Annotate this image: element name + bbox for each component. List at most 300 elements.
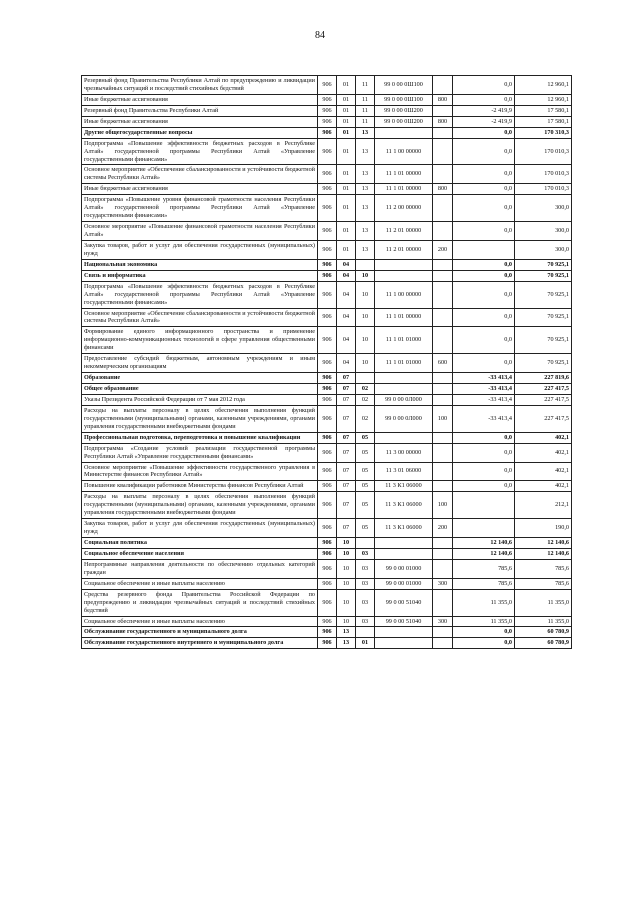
section-code-cell: 01 (337, 94, 356, 105)
change-amount-cell: 785,6 (453, 559, 515, 578)
subsection-code-cell: 11 (356, 76, 375, 95)
department-code-cell: 906 (318, 481, 337, 492)
total-amount-cell: 170 010,3 (515, 165, 572, 184)
table-row (82, 327, 572, 354)
total-amount-cell: 300,0 (515, 222, 572, 241)
change-amount-cell: 0,0 (453, 76, 515, 95)
expense-type-code-cell: 800 (433, 116, 453, 127)
target-article-code-cell: 99 0 00 51040 (375, 616, 433, 627)
expense-type-code-cell (433, 394, 453, 405)
budget-table (81, 75, 572, 649)
table-row (82, 519, 572, 538)
change-amount-cell: 12 140,6 (453, 548, 515, 559)
target-article-code-cell: 11 1 01 01000 (375, 327, 433, 354)
subsection-code-cell (356, 259, 375, 270)
target-article-code-cell: 11 3 К1 06000 (375, 519, 433, 538)
table-row (82, 281, 572, 308)
change-amount-cell: -33 413,4 (453, 384, 515, 395)
section-code-cell: 07 (337, 492, 356, 519)
table-row (82, 384, 572, 395)
total-amount-cell: 17 580,1 (515, 105, 572, 116)
section-code-cell: 13 (337, 627, 356, 638)
table-row (82, 405, 572, 432)
subsection-code-cell: 10 (356, 327, 375, 354)
target-article-code-cell: 11 2 01 00000 (375, 240, 433, 259)
total-amount-cell: 170 010,3 (515, 138, 572, 165)
change-amount-cell: -33 413,4 (453, 394, 515, 405)
department-code-cell: 906 (318, 94, 337, 105)
expense-type-code-cell: 200 (433, 519, 453, 538)
department-code-cell: 906 (318, 127, 337, 138)
expense-type-code-cell (433, 462, 453, 481)
total-amount-cell: 12 960,1 (515, 94, 572, 105)
subsection-code-cell: 11 (356, 105, 375, 116)
section-code-cell: 01 (337, 127, 356, 138)
subsection-code-cell: 02 (356, 384, 375, 395)
target-article-code-cell (375, 548, 433, 559)
department-code-cell: 906 (318, 373, 337, 384)
section-code-cell: 04 (337, 308, 356, 327)
target-article-code-cell: 99 0 00 0Ш100 (375, 76, 433, 95)
expense-type-code-cell (433, 76, 453, 95)
department-code-cell: 906 (318, 195, 337, 222)
department-code-cell: 906 (318, 443, 337, 462)
change-amount-cell: 0,0 (453, 195, 515, 222)
target-article-code-cell: 11 1 01 00000 (375, 184, 433, 195)
department-code-cell: 906 (318, 105, 337, 116)
item-name-cell: Резервный фонд Правительства Республики Алтай по предупреждению и ликвидации чрезвычайных ситуаций и последствий стихийных бедствий (82, 76, 318, 95)
target-article-code-cell (375, 638, 433, 649)
target-article-code-cell (375, 432, 433, 443)
department-code-cell: 906 (318, 165, 337, 184)
subsection-code-cell: 13 (356, 184, 375, 195)
expense-type-code-cell (433, 548, 453, 559)
total-amount-cell: 227 417,5 (515, 394, 572, 405)
total-amount-cell: 70 925,1 (515, 308, 572, 327)
department-code-cell: 906 (318, 270, 337, 281)
department-code-cell: 906 (318, 281, 337, 308)
item-name-cell: Закупка товаров, работ и услуг для обеспечения государственных (муниципальных) нужд (82, 240, 318, 259)
target-article-code-cell: 99 0 00 0Л000 (375, 394, 433, 405)
target-article-code-cell: 11 3 К1 06000 (375, 492, 433, 519)
department-code-cell: 906 (318, 138, 337, 165)
total-amount-cell: 11 355,0 (515, 589, 572, 616)
item-name-cell: Обслуживание государственного и муниципального долга (82, 627, 318, 638)
target-article-code-cell: 99 0 00 0Ш100 (375, 94, 433, 105)
table-row (82, 638, 572, 649)
subsection-code-cell (356, 373, 375, 384)
total-amount-cell: 60 780,9 (515, 638, 572, 649)
department-code-cell: 906 (318, 184, 337, 195)
section-code-cell: 01 (337, 138, 356, 165)
expense-type-code-cell (433, 195, 453, 222)
table-row (82, 127, 572, 138)
expense-type-code-cell: 600 (433, 354, 453, 373)
total-amount-cell: 402,1 (515, 432, 572, 443)
change-amount-cell: 0,0 (453, 222, 515, 241)
department-code-cell: 906 (318, 354, 337, 373)
total-amount-cell: 227 819,6 (515, 373, 572, 384)
subsection-code-cell: 13 (356, 127, 375, 138)
item-name-cell: Средства резервного фонда Правительства Российской Федерации по предупреждению и ликвидации чрезвычайных ситуаций и последствий стихийных бедствий (82, 589, 318, 616)
item-name-cell: Образование (82, 373, 318, 384)
subsection-code-cell: 01 (356, 638, 375, 649)
subsection-code-cell: 13 (356, 240, 375, 259)
item-name-cell: Основное мероприятие «Повышение эффективности государственного управления в Министерстве финансов Республики Алтай» (82, 462, 318, 481)
subsection-code-cell: 13 (356, 195, 375, 222)
subsection-code-cell (356, 538, 375, 549)
section-code-cell: 07 (337, 481, 356, 492)
section-code-cell: 07 (337, 519, 356, 538)
department-code-cell: 906 (318, 548, 337, 559)
change-amount-cell: 0,0 (453, 308, 515, 327)
section-code-cell: 10 (337, 538, 356, 549)
subsection-code-cell: 03 (356, 559, 375, 578)
table-row (82, 116, 572, 127)
department-code-cell: 906 (318, 327, 337, 354)
department-code-cell: 906 (318, 259, 337, 270)
section-code-cell: 07 (337, 462, 356, 481)
department-code-cell: 906 (318, 538, 337, 549)
target-article-code-cell: 99 0 00 0Ш200 (375, 116, 433, 127)
subsection-code-cell: 05 (356, 443, 375, 462)
expense-type-code-cell: 200 (433, 240, 453, 259)
table-row (82, 627, 572, 638)
table-row (82, 308, 572, 327)
subsection-code-cell: 10 (356, 270, 375, 281)
subsection-code-cell: 03 (356, 616, 375, 627)
subsection-code-cell: 05 (356, 519, 375, 538)
table-row (82, 259, 572, 270)
expense-type-code-cell (433, 638, 453, 649)
total-amount-cell: 402,1 (515, 481, 572, 492)
expense-type-code-cell: 800 (433, 184, 453, 195)
department-code-cell: 906 (318, 405, 337, 432)
total-amount-cell: 227 417,5 (515, 405, 572, 432)
target-article-code-cell (375, 373, 433, 384)
table-row (82, 538, 572, 549)
section-code-cell: 07 (337, 405, 356, 432)
subsection-code-cell: 05 (356, 432, 375, 443)
total-amount-cell: 12 140,6 (515, 548, 572, 559)
section-code-cell: 07 (337, 432, 356, 443)
section-code-cell: 04 (337, 327, 356, 354)
subsection-code-cell: 11 (356, 116, 375, 127)
table-row (82, 240, 572, 259)
subsection-code-cell: 03 (356, 589, 375, 616)
department-code-cell: 906 (318, 589, 337, 616)
change-amount-cell: 0,0 (453, 327, 515, 354)
change-amount-cell: -2 419,9 (453, 105, 515, 116)
expense-type-code-cell: 800 (433, 94, 453, 105)
target-article-code-cell: 99 0 00 0Л000 (375, 405, 433, 432)
expense-type-code-cell (433, 443, 453, 462)
table-row (82, 443, 572, 462)
section-code-cell: 04 (337, 354, 356, 373)
department-code-cell: 906 (318, 462, 337, 481)
change-amount-cell: 0,0 (453, 94, 515, 105)
item-name-cell: Расходы на выплаты персоналу в целях обеспечения выполнения функций государственными (муниципальными) органами, казенными учреждениями, органами управления государственными внебюджетными фондами (82, 492, 318, 519)
change-amount-cell: 0,0 (453, 627, 515, 638)
total-amount-cell: 170 010,3 (515, 184, 572, 195)
expense-type-code-cell: 100 (433, 405, 453, 432)
change-amount-cell: -33 413,4 (453, 405, 515, 432)
section-code-cell: 13 (337, 638, 356, 649)
section-code-cell: 10 (337, 589, 356, 616)
total-amount-cell: 212,1 (515, 492, 572, 519)
change-amount-cell: 0,0 (453, 138, 515, 165)
table-row (82, 184, 572, 195)
table-row (82, 616, 572, 627)
total-amount-cell: 70 925,1 (515, 270, 572, 281)
expense-type-code-cell (433, 127, 453, 138)
subsection-code-cell: 13 (356, 138, 375, 165)
table-row (82, 578, 572, 589)
table-body (82, 76, 572, 649)
subsection-code-cell: 10 (356, 354, 375, 373)
target-article-code-cell: 11 1 01 00000 (375, 308, 433, 327)
item-name-cell: Непрограммные направления деятельности по обеспечению отдельных категорий граждан (82, 559, 318, 578)
table-row (82, 270, 572, 281)
section-code-cell: 01 (337, 76, 356, 95)
item-name-cell: Социальное обеспечение населения (82, 548, 318, 559)
table-row (82, 195, 572, 222)
table-row (82, 548, 572, 559)
subsection-code-cell: 05 (356, 492, 375, 519)
target-article-code-cell: 11 3 00 00000 (375, 443, 433, 462)
total-amount-cell: 227 417,5 (515, 384, 572, 395)
table-row (82, 354, 572, 373)
change-amount-cell: 0,0 (453, 270, 515, 281)
department-code-cell: 906 (318, 627, 337, 638)
total-amount-cell: 170 310,3 (515, 127, 572, 138)
section-code-cell: 01 (337, 184, 356, 195)
change-amount-cell: 785,6 (453, 578, 515, 589)
section-code-cell: 04 (337, 281, 356, 308)
total-amount-cell: 70 925,1 (515, 259, 572, 270)
item-name-cell: Основное мероприятие «Повышение финансовой грамотности населения Республики Алтай» (82, 222, 318, 241)
subsection-code-cell: 02 (356, 394, 375, 405)
target-article-code-cell: 99 0 00 51040 (375, 589, 433, 616)
change-amount-cell: 0,0 (453, 462, 515, 481)
item-name-cell: Указы Президента Российской Федерации от 7 мая 2012 года (82, 394, 318, 405)
subsection-code-cell (356, 627, 375, 638)
table-row (82, 165, 572, 184)
change-amount-cell: 0,0 (453, 443, 515, 462)
table-row (82, 481, 572, 492)
item-name-cell: Подпрограмма «Создание условий реализации государственной программы Республики Алтай «Управление государственными финансами» (82, 443, 318, 462)
item-name-cell: Связь и информатика (82, 270, 318, 281)
change-amount-cell: 0,0 (453, 127, 515, 138)
item-name-cell: Иные бюджетные ассигнования (82, 184, 318, 195)
total-amount-cell: 11 355,0 (515, 616, 572, 627)
table-row (82, 76, 572, 95)
section-code-cell: 10 (337, 559, 356, 578)
department-code-cell: 906 (318, 578, 337, 589)
item-name-cell: Иные бюджетные ассигнования (82, 94, 318, 105)
total-amount-cell: 402,1 (515, 462, 572, 481)
expense-type-code-cell (433, 105, 453, 116)
section-code-cell: 01 (337, 116, 356, 127)
expense-type-code-cell (433, 384, 453, 395)
total-amount-cell: 190,0 (515, 519, 572, 538)
section-code-cell: 04 (337, 270, 356, 281)
change-amount-cell (453, 240, 515, 259)
change-amount-cell: 12 140,6 (453, 538, 515, 549)
target-article-code-cell: 99 0 00 01000 (375, 578, 433, 589)
section-code-cell: 01 (337, 222, 356, 241)
item-name-cell: Основное мероприятие «Обеспечение сбалансированности и устойчивости бюджетной системы Республики Алтай» (82, 165, 318, 184)
item-name-cell: Иные бюджетные ассигнования (82, 116, 318, 127)
table-row (82, 105, 572, 116)
change-amount-cell (453, 519, 515, 538)
item-name-cell: Профессиональная подготовка, переподготовка и повышение квалификации (82, 432, 318, 443)
total-amount-cell: 12 140,6 (515, 538, 572, 549)
table-row (82, 492, 572, 519)
change-amount-cell: 11 355,0 (453, 589, 515, 616)
section-code-cell: 01 (337, 240, 356, 259)
change-amount-cell: 11 355,0 (453, 616, 515, 627)
total-amount-cell: 402,1 (515, 443, 572, 462)
subsection-code-cell: 10 (356, 308, 375, 327)
change-amount-cell: 0,0 (453, 281, 515, 308)
section-code-cell: 01 (337, 195, 356, 222)
department-code-cell: 906 (318, 559, 337, 578)
department-code-cell: 906 (318, 222, 337, 241)
table-row (82, 373, 572, 384)
department-code-cell: 906 (318, 616, 337, 627)
item-name-cell: Социальное обеспечение и иные выплаты населению (82, 578, 318, 589)
item-name-cell: Предоставление субсидий бюджетным, автономным учреждениям и иным некоммерческим организациям (82, 354, 318, 373)
total-amount-cell: 785,6 (515, 578, 572, 589)
total-amount-cell: 300,0 (515, 240, 572, 259)
table-row (82, 559, 572, 578)
section-code-cell: 01 (337, 165, 356, 184)
department-code-cell: 906 (318, 308, 337, 327)
change-amount-cell: -33 413,4 (453, 373, 515, 384)
target-article-code-cell: 11 1 01 00000 (375, 165, 433, 184)
expense-type-code-cell (433, 538, 453, 549)
table-row (82, 432, 572, 443)
item-name-cell: Социальная политика (82, 538, 318, 549)
target-article-code-cell: 11 3 01 06000 (375, 462, 433, 481)
target-article-code-cell (375, 127, 433, 138)
subsection-code-cell: 03 (356, 548, 375, 559)
table-row (82, 462, 572, 481)
target-article-code-cell: 99 0 00 01000 (375, 559, 433, 578)
change-amount-cell: 0,0 (453, 165, 515, 184)
expense-type-code-cell (433, 481, 453, 492)
section-code-cell: 07 (337, 443, 356, 462)
table-row (82, 589, 572, 616)
department-code-cell: 906 (318, 116, 337, 127)
change-amount-cell: 0,0 (453, 432, 515, 443)
department-code-cell: 906 (318, 432, 337, 443)
table-row (82, 94, 572, 105)
change-amount-cell: 0,0 (453, 354, 515, 373)
item-name-cell: Национальная экономика (82, 259, 318, 270)
total-amount-cell: 17 580,1 (515, 116, 572, 127)
page-number: 84 (315, 30, 325, 41)
expense-type-code-cell (433, 222, 453, 241)
section-code-cell: 04 (337, 259, 356, 270)
section-code-cell: 01 (337, 105, 356, 116)
item-name-cell: Другие общегосударственные вопросы (82, 127, 318, 138)
target-article-code-cell (375, 538, 433, 549)
expense-type-code-cell (433, 270, 453, 281)
table-row (82, 394, 572, 405)
item-name-cell: Основное мероприятие «Обеспечение сбалансированности и устойчивости бюджетной системы Республики Алтай» (82, 308, 318, 327)
department-code-cell: 906 (318, 492, 337, 519)
change-amount-cell: 0,0 (453, 481, 515, 492)
subsection-code-cell: 10 (356, 281, 375, 308)
target-article-code-cell (375, 384, 433, 395)
target-article-code-cell: 11 3 К1 06000 (375, 481, 433, 492)
section-code-cell: 07 (337, 384, 356, 395)
department-code-cell: 906 (318, 76, 337, 95)
subsection-code-cell: 13 (356, 222, 375, 241)
department-code-cell: 906 (318, 384, 337, 395)
change-amount-cell: -2 419,9 (453, 116, 515, 127)
expense-type-code-cell (433, 138, 453, 165)
section-code-cell: 07 (337, 394, 356, 405)
subsection-code-cell: 11 (356, 94, 375, 105)
expense-type-code-cell: 100 (433, 492, 453, 519)
change-amount-cell: 0,0 (453, 184, 515, 195)
target-article-code-cell (375, 270, 433, 281)
target-article-code-cell: 11 2 00 00000 (375, 195, 433, 222)
department-code-cell: 906 (318, 240, 337, 259)
expense-type-code-cell (433, 373, 453, 384)
target-article-code-cell: 11 2 01 00000 (375, 222, 433, 241)
department-code-cell: 906 (318, 638, 337, 649)
item-name-cell: Резервный фонд Правительства Республики Алтай (82, 105, 318, 116)
item-name-cell: Подпрограмма «Повышение уровня финансовой грамотности населения Республики Алтай» государственной программы Республики Алтай «Управление государственными финансами» (82, 195, 318, 222)
subsection-code-cell: 05 (356, 462, 375, 481)
item-name-cell: Обслуживание государственного внутреннего и муниципального долга (82, 638, 318, 649)
total-amount-cell: 70 925,1 (515, 354, 572, 373)
target-article-code-cell: 11 1 00 00000 (375, 138, 433, 165)
target-article-code-cell: 99 0 00 0Ш200 (375, 105, 433, 116)
item-name-cell: Подпрограмма «Повышение эффективности бюджетных расходов в Республике Алтай» государственной программы Республики Алтай «Управление государственными финансами» (82, 281, 318, 308)
total-amount-cell: 70 925,1 (515, 327, 572, 354)
expense-type-code-cell (433, 281, 453, 308)
expense-type-code-cell (433, 559, 453, 578)
item-name-cell: Закупка товаров, работ и услуг для обеспечения государственных (муниципальных) нужд (82, 519, 318, 538)
item-name-cell: Расходы на выплаты персоналу в целях обеспечения выполнения функций государственными (муниципальными) органами, казенными учреждениями, органами управления государственными внебюджетными фондами (82, 405, 318, 432)
section-code-cell: 10 (337, 548, 356, 559)
expense-type-code-cell (433, 589, 453, 616)
total-amount-cell: 60 780,9 (515, 627, 572, 638)
expense-type-code-cell: 300 (433, 616, 453, 627)
item-name-cell: Общее образование (82, 384, 318, 395)
expense-type-code-cell (433, 259, 453, 270)
change-amount-cell: 0,0 (453, 259, 515, 270)
section-code-cell: 10 (337, 616, 356, 627)
total-amount-cell: 12 960,1 (515, 76, 572, 95)
section-code-cell: 07 (337, 373, 356, 384)
subsection-code-cell: 02 (356, 405, 375, 432)
target-article-code-cell (375, 259, 433, 270)
target-article-code-cell (375, 627, 433, 638)
expense-type-code-cell: 300 (433, 578, 453, 589)
expense-type-code-cell (433, 165, 453, 184)
expense-type-code-cell (433, 627, 453, 638)
section-code-cell: 10 (337, 578, 356, 589)
expense-type-code-cell (433, 308, 453, 327)
target-article-code-cell: 11 1 01 01000 (375, 354, 433, 373)
expense-type-code-cell (433, 432, 453, 443)
